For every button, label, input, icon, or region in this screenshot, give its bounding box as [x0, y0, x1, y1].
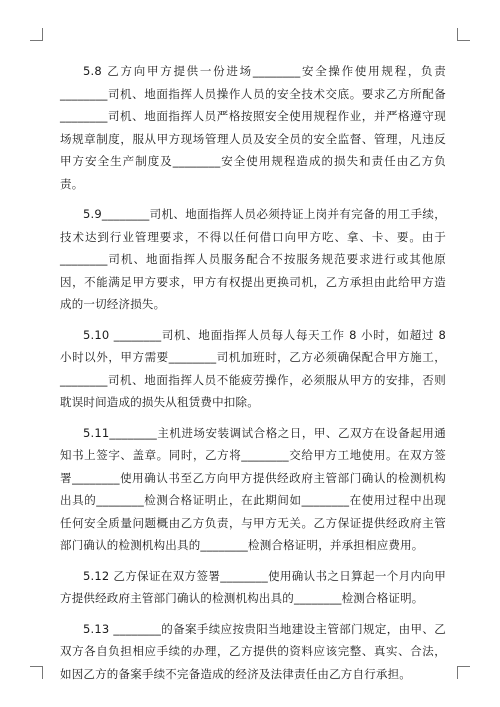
crop-mark-bottom-left [30, 666, 43, 679]
clause-5-9: 5.9________司机、地面指挥人员必须持证上岗并有完备的用工手续，技术达到行业管理要求，不得以任何借口向甲方吃、拿、卡、要。由于________司机、地面指挥人员服务配合不按服务规范要求进行或其他原因，不能满足甲方要求，甲方有权提出更换司机，乙方承担由此给甲方造成的一切经济损失。 [60, 207, 446, 311]
crop-mark-top-right [457, 28, 470, 41]
crop-mark-top-left [30, 28, 43, 41]
crop-mark-bottom-right [457, 666, 470, 679]
document-body [60, 60, 446, 693]
clause-5-8: 5.8 乙方向甲方提供一份进场________安全操作使用规程，负责________司机、地面指挥人员操作人员的安全技术交底。要求乙方所配备________司机、地面指挥人员严格按照安全使用规程作业，并严格遵守现场规章制度，服从甲方现场管理人员及安全员的安全监督、管理，凡违反甲方安全生产制度及________安全使用规程造成的损失和责任由乙方负责。 [60, 64, 446, 191]
clause-5-11: 5.11________主机进场安装调试合格之日，甲、乙双方在设备起用通知书上签字、盖章。同时，乙方将________交给甲方工地使用。在双方签署________使用确认书至乙方向甲方提供经政府主管部门确认的检测机构出具的________检测合格证明止，在此期间如________在使用过程中出现任何安全质量问题概由乙方负责，与甲方无关。乙方保证提供经政府主管部门确认的检测机构出具的________检测合格证明，并承担相应费用。 [60, 425, 446, 552]
clause-5-10: 5.10 ________司机、地面指挥人员每人每天工作 8 小时，如超过 8 小时以外，甲方需要________司机加班时，乙方必须确保配合甲方施工，________司机、地面指挥人员不能疲劳操作，必须服从甲方的安排，否则耽误时间造成的损失从租赁费中扣除。 [60, 327, 446, 409]
clause-5-13: 5.13 ________的备案手续应按贵阳当地建设主管部门规定，由甲、乙双方各自负担相应手续的办理，乙方提供的资料应该完整、真实、合法，如因乙方的备案手续不完备造成的经济及法律责任由乙方自行承担。 [60, 621, 446, 681]
clause-5-12: 5.12 乙方保证在双方签署________使用确认书之日算起一个月内向甲方提供经政府主管部门确认的检测机构出具的________检测合格证明。 [60, 568, 446, 605]
